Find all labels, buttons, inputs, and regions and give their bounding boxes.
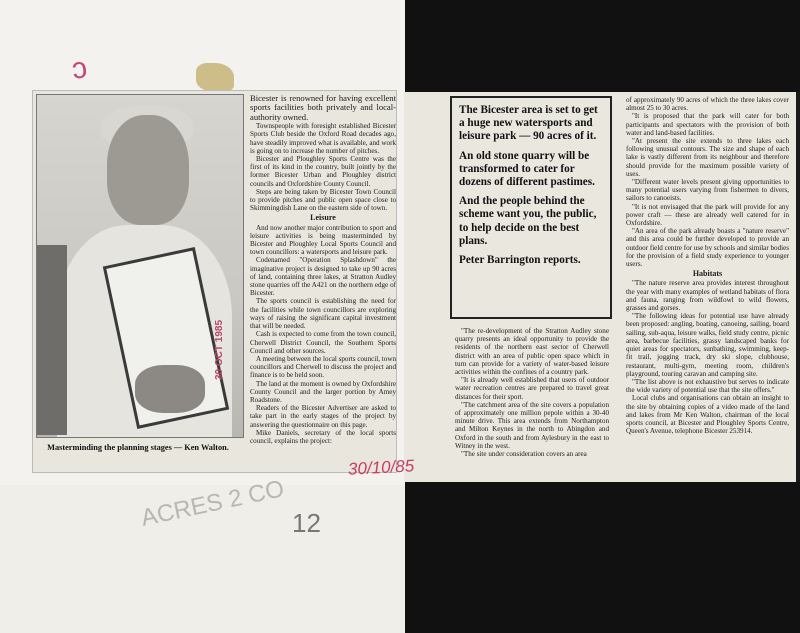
pencil-reference: ACRES 2 CO: [138, 475, 287, 532]
byline: Peter Barrington reports.: [459, 254, 581, 267]
paragraph: Bicester is renowned for having excellent sports facilities both privately and local-authority owned.: [250, 93, 396, 122]
paragraph: A meeting between the local sports council, town councillors and Cherwell to discuss the project and finance is to be held soon.: [250, 354, 396, 380]
paragraph: Readers of the Bicester Advertiser are asked to take part in the early stages of the project by answering the questionnaire on this page.: [250, 404, 396, 429]
paragraph: "At present the site extends to three lakes each following unusual contours. The size and shape of each lake is vastly different from its neighbour and therefore should provide for the maximum possible variety of uses.: [626, 137, 789, 178]
standfirst-paragraph: The Bicester area is set to get a huge new watersports and leisure park — 90 acres of it.: [459, 104, 598, 143]
standfirst-paragraph: And the people behind the scheme want you, the public, to help decide on the best plans.: [459, 195, 597, 247]
paragraph: Cash is expected to come from the town council, Cherwell District Council, the Southern Sports Council and other sources.: [250, 330, 396, 355]
paragraph: "The re-development of the Stratton Audley stone quarry presents an ideal opportunity to provide the residents of the northern east sector of Cherwell district with an area of public open space which in turn can provide for a variety of water-based leisure activities within the confines of a country park.: [455, 327, 609, 377]
photo-caption: Masterminding the planning stages — Ken Walton.: [47, 443, 229, 452]
subheading: Leisure: [310, 213, 336, 223]
paragraph: "The nature reserve area provides interest throughout the year with many examples of wetland habitats of flora and fauna, ranging from wildfowl to wild flowers, grasses and gorses.: [626, 279, 789, 313]
paragraph: The land at the moment is owned by Oxfordshire County Council and the larger portion by Amey Roadstone.: [250, 379, 396, 404]
handwritten-date: 30/10/85: [347, 456, 415, 479]
paragraph: "The following ideas for potential use have already been proposed: angling, boating, canoeing, sailing, board sailing, sub-aqua, leisure walks, field study centre, picnic area, barbecue facilities, grassy landscaped banks for quiet areas for spectators, sunbathing, swimming, keep-fit trail, jogging track, dry ski slope, clubhouse, restaurant, multi-gym, meeting room, children's playground, touring caravan and camping site.: [626, 312, 789, 378]
paragraph: "An area of the park already boasts a "nature reserve" and this area could be further developed to provide an outdoor field centre for use by schools and similar bodies for the provision of a field study experience to younger users.: [626, 227, 789, 269]
paragraph: The sports council is establishing the need for the facilities while town councillors are exploring ways of raising the significant capital investment that will be needed.: [250, 297, 396, 331]
dark-background-bottom: [405, 482, 800, 633]
paragraph: "It is proposed that the park will cater for both participants and spectators with the provision of both water and land-based facilities.: [626, 112, 789, 137]
portrait-photo: [36, 94, 244, 438]
paragraph: "The site under consideration covers an area: [461, 450, 587, 459]
dark-background-top: [405, 0, 800, 92]
paragraph: "The catchment area of the site covers a population of approximately one million pepole within a 30-40 minute drive. This area extends from Northampton and Milton Keynes in the north to Abingdon and Oxford in the south and from Aylesbury in the east to Witney in the west.: [455, 400, 609, 450]
paragraph: "Different water levels present giving opportunities to many potential users varying from fishermen to divers, sailors to canoeists.: [626, 178, 789, 203]
paragraph: "It is not envisaged that the park will provide for any power craft — these are already well catered for in Oxfordshire.: [626, 202, 789, 228]
subheading: Habitats: [692, 269, 723, 279]
paragraph: And now another major contribution to sport and leisure activities is being masterminded by Bicester and Ploughley Local Sports Council and town councillors: a watersports and leisure park.: [250, 223, 396, 257]
paragraph: of approximately 90 acres of which the three lakes cover almost 25 to 30 acres.: [626, 96, 789, 113]
paragraph: Local clubs and organisations can obtain an insight to the site by obtaining copies of a video made of the land and lakes from Mr Ken Walton, chairman of the local sports council, at Bicester and Ploughley Sports Centre, Queen's Avenue, telephone Bicester 253914.: [626, 394, 789, 436]
article-column-1: [250, 94, 396, 445]
paragraph: Codenamed "Operation Splashdown" the imaginative project is designed to take up 90 acres of land, containing three lakes, at Stratton Audley stone quarries off the A421 on the northern edge of Bicester.: [250, 256, 396, 298]
paragraph: Bicester and Ploughley Sports Centre was the first of its kind in the country, built jointly by the former Bicester Urban and Ploughley district councils and Oxfordshire County Council.: [250, 155, 396, 188]
paragraph: Steps are being taken by Bicester Town Council to provide pitches and public open space close to Skimmingdish Lane on the eastern side of town.: [250, 187, 396, 213]
date-stamp-vertical: 30 OCT 1985: [214, 319, 225, 380]
pencil-number: 12: [292, 508, 321, 538]
article-column-3: [626, 96, 789, 435]
tape-sticker: [196, 63, 234, 91]
standfirst-box: [450, 96, 612, 319]
article-column-2: [455, 327, 609, 458]
paragraph: "The list above is not exhaustive but serves to indicate the wide variety of potential use that the site offers.": [626, 377, 789, 395]
paragraph: Townspeople with foresight established Bicester Sports Club beside the Oxford Road decades ago, have steadily improved what is available, and work is going on to increase the number of pitches.: [250, 122, 396, 155]
standfirst-paragraph: An old stone quarry will be transformed to cater for dozens of different pastimes.: [459, 149, 595, 189]
paragraph: "It is already well established that users of outdoor water recreation centres are prepared to travel great distances for their sport.: [455, 376, 609, 401]
paragraph: Mike Daniels, secretary of the local sports council, explains the project:: [250, 428, 396, 445]
pencil-mark-top: ↄ: [69, 51, 90, 86]
